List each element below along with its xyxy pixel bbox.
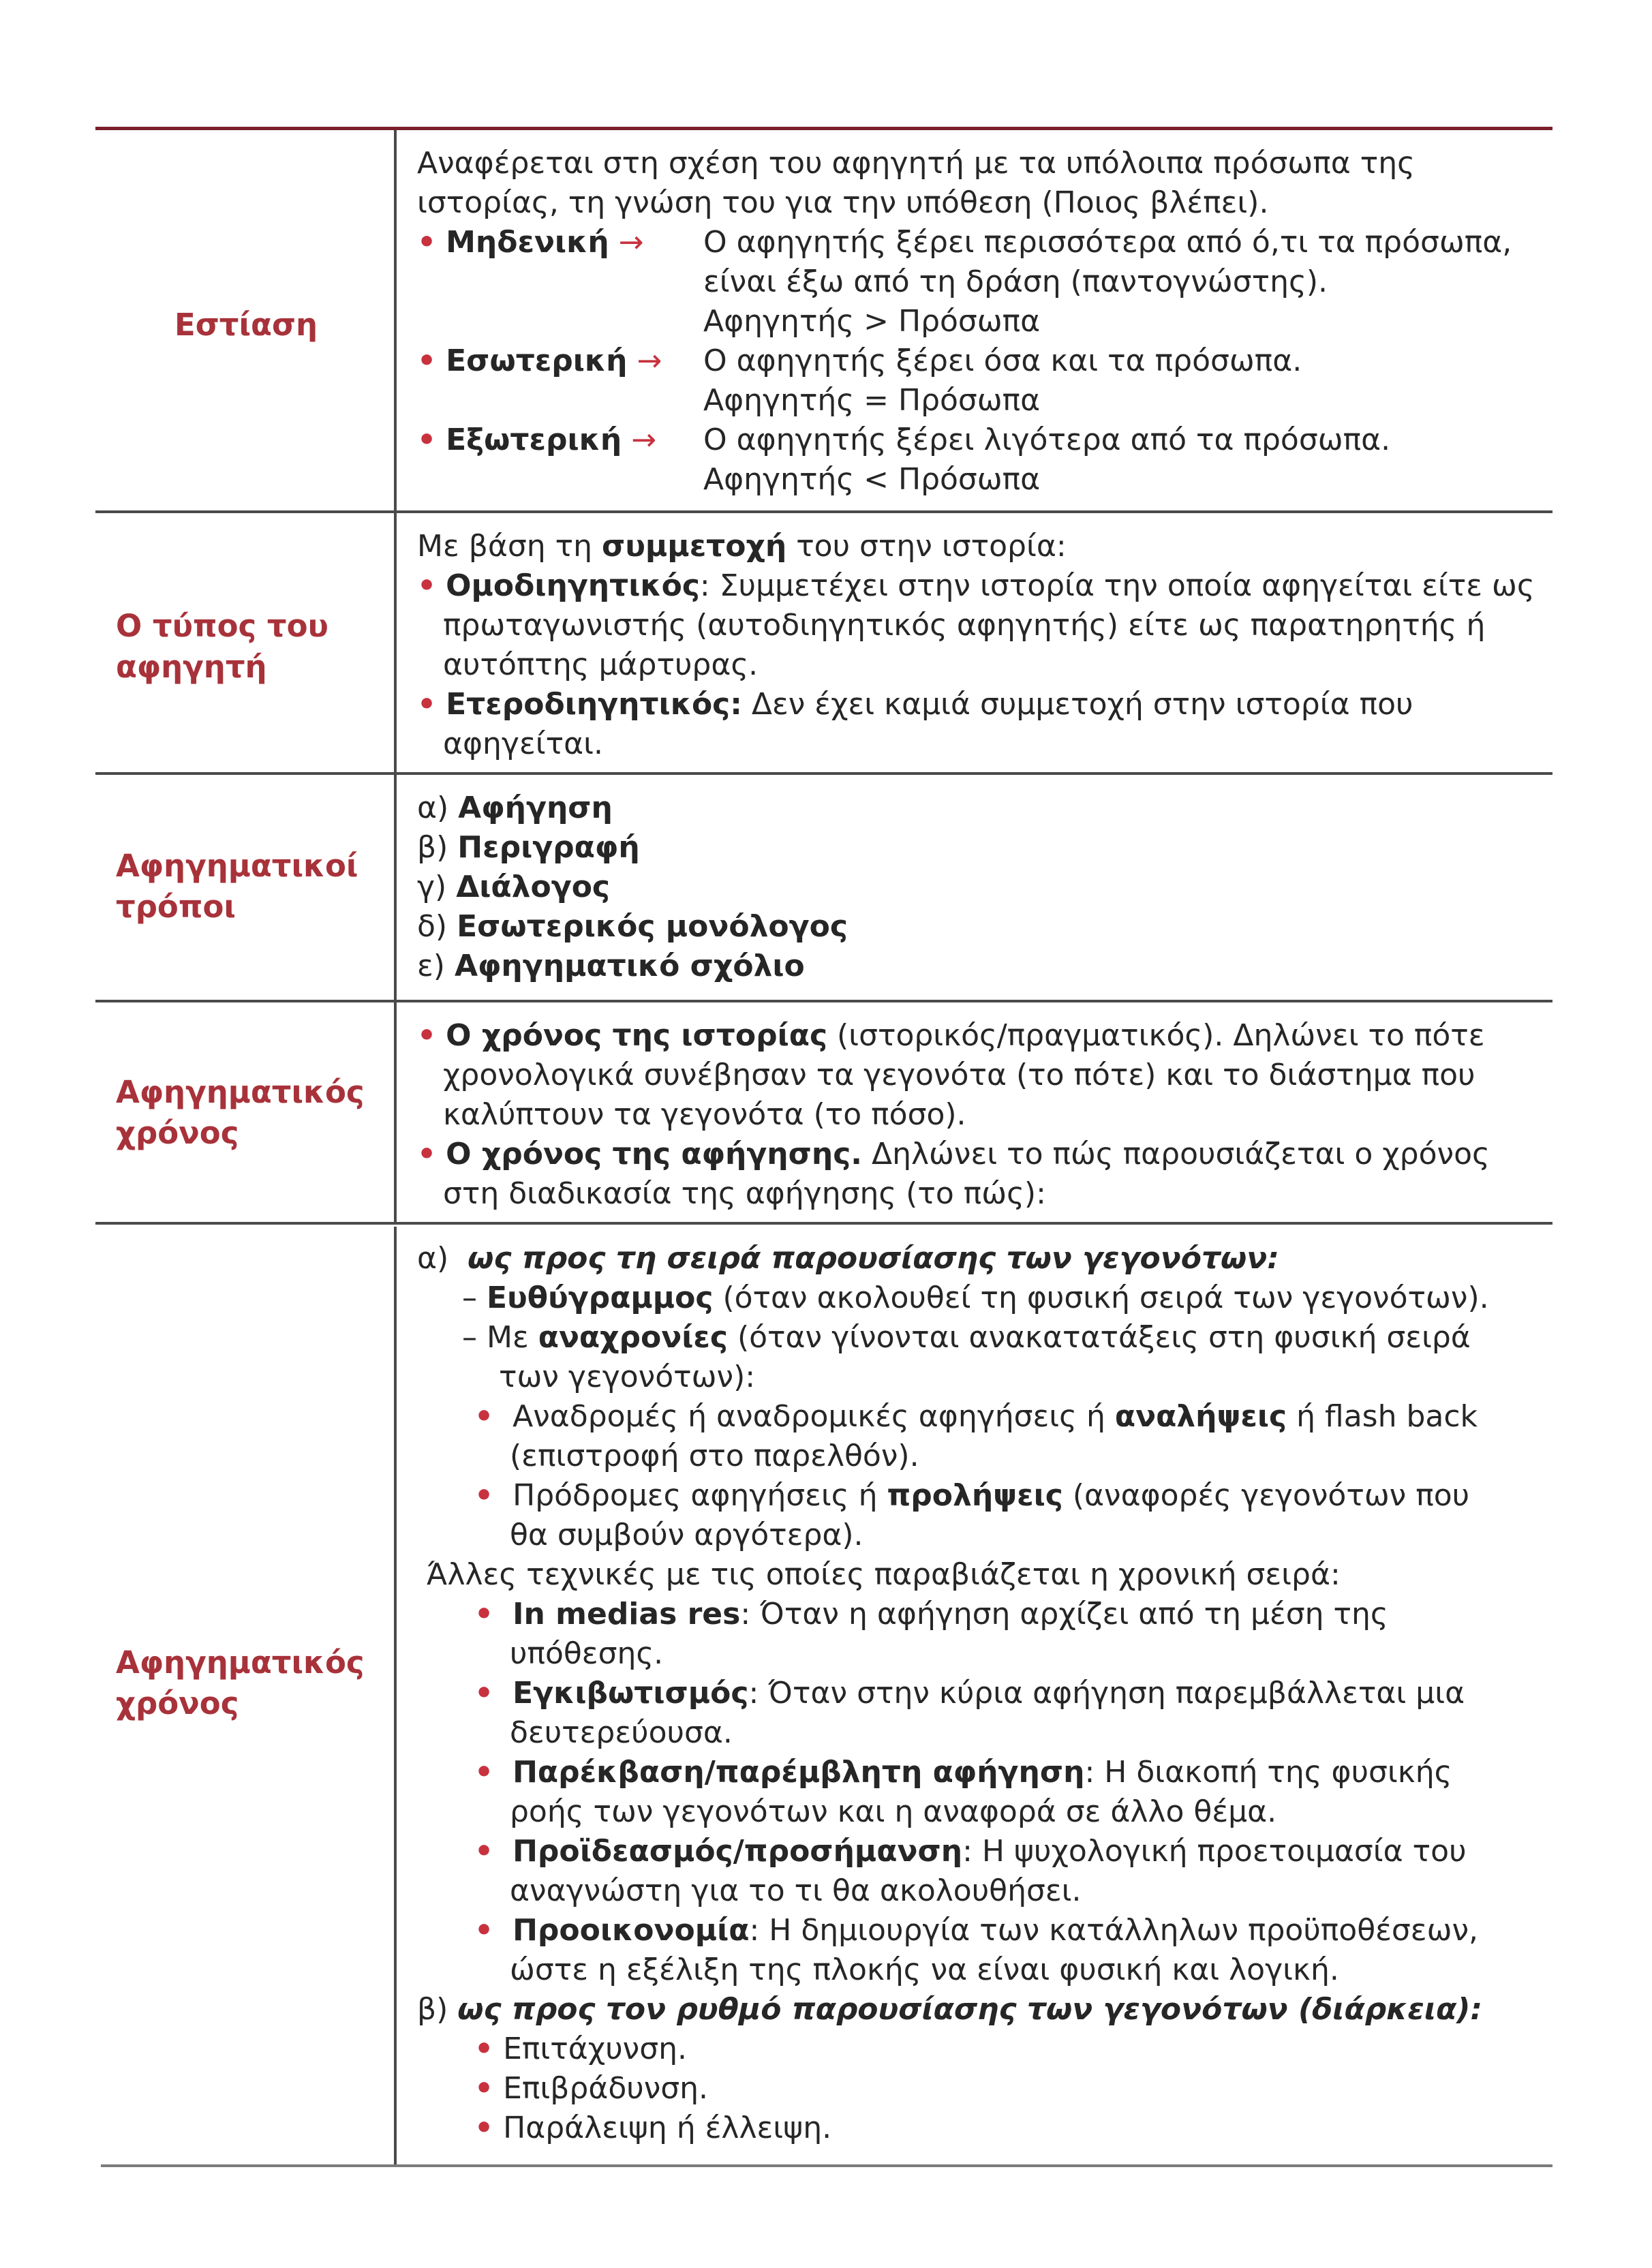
list-item: • Ομοδιηγητικός: Συμμετέχει στην ιστορία την οποία αφηγείται είτε ως (417, 568, 1535, 603)
table-row-focalization (95, 130, 1552, 513)
table-row-narrative-time (95, 1002, 1552, 1225)
row-content: α) ως προς τη σειρά παρουσίασης των γεγονότων: – Ευθύγραμμος (όταν ακολουθεί τη φυσική σειρά των γεγονότων). – Με αναχρονίες (όταν γίνονται ανακατατάξεις στη φυσική σειρά των γεγονότων): • Αναδρομές ή αναδρομικές αφηγήσεις ή αναλήψεις ή flash back (επιστροφή στο παρελθόν). • Πρόδρομες αφηγήσεις ή προλήψεις (αναφορές γεγονότων που θα συμβούν αργότερα). Άλλες τεχνικές με τις οποίες παραβιάζεται η χρονική σειρά: • In medias res: Όταν η αφήγηση αρχίζει από τη μέση της υπόθεσης. • Εγκιβωτισμός: Όταν στην κύρια αφήγηση παρεμβάλλεται μια δευτερεύουσα. • Παρέκβαση/παρέμβλητη αφήγηση: Η διακοπή της φυσικής ροής των γεγονότων και η αναφορά σε άλλο θέμα. • Προϊδεασμός/προσήμανση: Η ψυχολογική προετοιμασία του αναγνώστη για το τι θα ακολουθήσει. • Προοικονομία: Η δημιουργία των κατάλληλων προϋποθέσεων, ώστε η εξέλιξη της πλοκής να είναι φυσική και λογική. β) ως προς τον ρυθμό παρουσίασης των γεγονότων (διάρκεια): • Επιτάχυνση. • Επιβράδυνση. • Παράλειψη ή έλλειψη. (417, 1239, 1552, 2148)
column-divider (394, 1002, 397, 1222)
list-item: γ) Διάλογος (417, 870, 610, 904)
table-row-narrative-time-details (95, 1227, 1552, 2164)
row-label-cell (95, 130, 394, 510)
list-item: • Παράλειψη ή έλλειψη. (474, 2111, 832, 2145)
list-item: ε) Αφηγηματικό σχόλιο (417, 949, 805, 983)
list-item: α) Αφήγηση (417, 791, 613, 825)
bullet-icon: • (417, 687, 437, 722)
bullet-icon: • (417, 1137, 437, 1171)
list-item: • Ετεροδιηγητικός: Δεν έχει καμιά συμμετοχή στην ιστορία που (417, 687, 1413, 722)
bullet-icon: • (474, 1755, 494, 1790)
focalization-type: • Εξωτερική → Ο αφηγητής ξέρει λιγότερα από τα πρόσωπα. Αφηγητής < Πρόσωπα (417, 423, 1391, 497)
row-label-cell (95, 1002, 394, 1222)
row-content: Με βάση τη συμμετοχή του στην ιστορία: • Ομοδιηγητικός: Συμμετέχει στην ιστορία την οποία αφηγείται είτε ως πρωταγωνιστής (αυτοδιηγητικός αφηγητής) είτε ως παρατηρητής ή αυτόπτης μάρτυρας. • Ετεροδιηγητικός: Δεν έχει καμιά συμμετοχή στην ιστορία που αφηγείται. (417, 527, 1552, 764)
section-heading: β) ως προς τον ρυθμό παρουσίασης των γεγονότων (διάρκεια): (417, 1992, 1483, 2027)
section-heading: α) ως προς τη σειρά παρουσίασης των γεγονότων: (417, 1241, 1279, 1276)
list-item: • In medias res: Όταν η αφήγηση αρχίζει από τη μέση της (474, 1597, 1388, 1631)
bullet-icon: • (417, 343, 437, 378)
row-label: Εστίαση (174, 307, 318, 343)
row-content: Αναφέρεται στη σχέση του αφηγητή με τα υπόλοιπα πρόσωπα της ιστορίας, τη γνώση του για την υπόθεση (Ποιος βλέπει). • Μηδενική → Ο αφηγητής ξέρει περισσότερα από ό,τι τα πρόσωπα, είναι έξω από τη δράση (παντογνώστης). Αφηγητής > Πρόσωπα • Εσωτερική → Ο αφηγητής ξέρει όσα και τα πρόσωπα. Αφηγητής = Πρόσωπα • Εξωτερική → Ο αφηγητής ξέρει λιγότερα από τα πρόσωπα. Αφηγητής < Πρόσωπα (417, 144, 1552, 500)
row-label-cell (95, 775, 394, 1000)
list-item: • Προϊδεασμός/προσήμανση: Η ψυχολογική προετοιμασία του (474, 1834, 1467, 1869)
bullet-icon: • (474, 1913, 494, 1948)
row-label: Αφηγηματικός χρόνος (116, 1074, 365, 1151)
table-row-narrator-type (95, 513, 1552, 775)
bullet-icon: • (474, 1676, 494, 1711)
column-divider (394, 1227, 397, 2164)
focalization-type: • Μηδενική → Ο αφηγητής ξέρει περισσότερα από ό,τι τα πρόσωπα, είναι έξω από τη δράση (παντογνώστης). Αφηγητής > Πρόσωπα (417, 225, 1512, 339)
list-item: β) Περιγραφή (417, 830, 640, 865)
list-item: • Ο χρόνος της αφήγησης. Δηλώνει το πώς παρουσιάζεται ο χρόνος (417, 1137, 1490, 1171)
list-item: • Εγκιβωτισμός: Όταν στην κύρια αφήγηση παρεμβάλλεται μια (474, 1676, 1465, 1711)
bullet-icon: • (417, 568, 437, 603)
row-label: Αφηγηματικοί τρόποι (116, 848, 358, 925)
table-bottom-rule (101, 2164, 1552, 2167)
row-content (417, 788, 1552, 986)
focalization-type: • Εσωτερική → Ο αφηγητής ξέρει όσα και τα πρόσωπα. Αφηγητής = Πρόσωπα (417, 343, 1302, 418)
dash-icon: – (462, 1320, 477, 1355)
table-row-narrative-modes (95, 775, 1552, 1002)
bullet-icon: • (474, 2032, 494, 2066)
bullet-icon: • (417, 1018, 437, 1053)
row-content: • Ο χρόνος της ιστορίας (ιστορικός/πραγματικός). Δηλώνει το πότε χρονολογικά συνέβησαν τα γεγονότα (το πότε) και το διάστημα που καλύπτουν τα γεγονότα (το πόσο). • Ο χρόνος της αφήγησης. Δηλώνει το πώς παρουσιάζεται ο χρόνος στη διαδικασία της αφήγησης (το πώς): (417, 1016, 1552, 1214)
list-item: • Αναδρομές ή αναδρομικές αφηγήσεις ή αναλήψεις ή flash back (474, 1399, 1478, 1434)
bullet-icon: • (474, 1834, 494, 1869)
list-item: • Πρόδρομες αφηγήσεις ή προλήψεις (αναφορές γεγονότων που (474, 1478, 1470, 1513)
list-item: – Ευθύγραμμος (όταν ακολουθεί τη φυσική σειρά των γεγονότων). (462, 1281, 1489, 1315)
list-item: • Επιβράδυνση. (474, 2071, 709, 2106)
row-label-cell (95, 1227, 394, 2164)
bullet-icon: • (474, 1597, 494, 1631)
arrow-right-icon: → (618, 225, 644, 260)
bullet-icon: • (474, 2071, 494, 2106)
column-divider (394, 513, 397, 772)
list-item: • Παρέκβαση/παρέμβλητη αφήγηση: Η διακοπή της φυσικής (474, 1755, 1452, 1790)
list-item: δ) Εσωτερικός μονόλογος (417, 909, 848, 944)
row-label: Ο τύπος του αφηγητή (116, 608, 328, 685)
dash-icon: – (462, 1281, 477, 1315)
row-label-cell (95, 513, 394, 772)
list-item: – Με αναχρονίες (όταν γίνονται ανακατατάξεις στη φυσική σειρά (462, 1320, 1471, 1355)
bullet-icon: • (417, 225, 437, 260)
arrow-right-icon: → (631, 423, 657, 457)
bullet-icon: • (417, 423, 437, 457)
column-divider (394, 130, 397, 510)
bullet-icon: • (474, 1478, 494, 1513)
arrow-right-icon: → (637, 343, 662, 378)
bullet-icon: • (474, 2111, 494, 2145)
row-label: Αφηγηματικός χρόνος (116, 1644, 365, 1721)
column-divider (394, 775, 397, 1000)
list-item: • Επιτάχυνση. (474, 2032, 688, 2066)
list-item: • Ο χρόνος της ιστορίας (ιστορικός/πραγματικός). Δηλώνει το πότε (417, 1018, 1485, 1053)
bullet-icon: • (474, 1399, 494, 1434)
list-item: • Προοικονομία: Η δημιουργία των κατάλληλων προϋποθέσεων, (474, 1913, 1479, 1948)
